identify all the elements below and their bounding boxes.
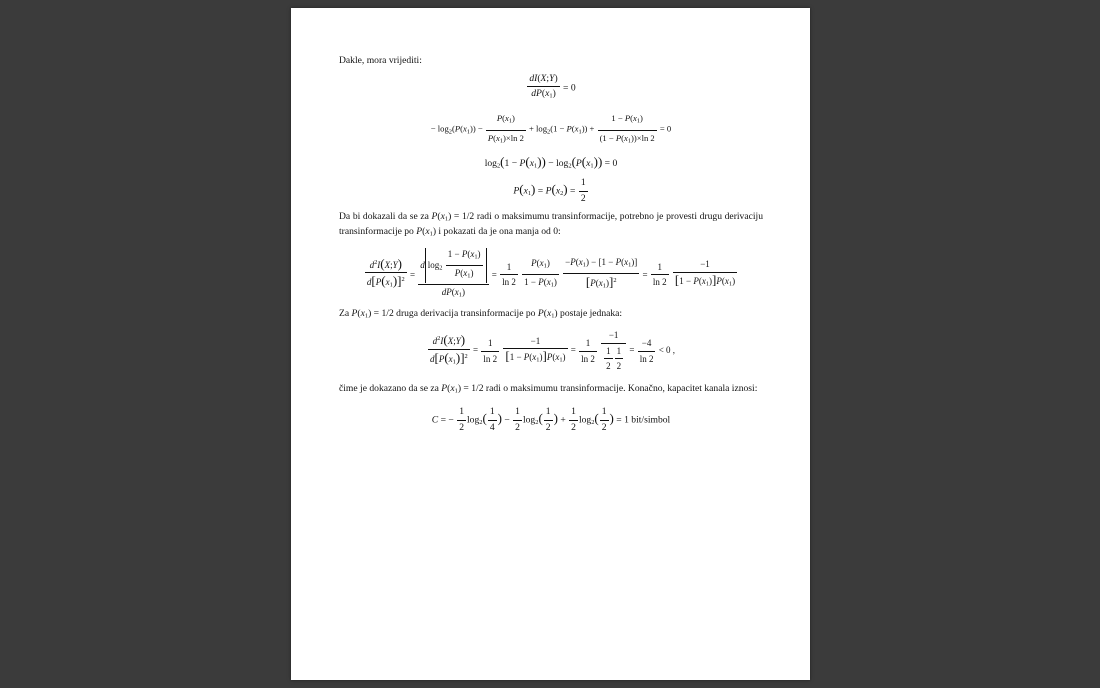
- document-page: [291, 8, 810, 680]
- equation-second-derivative-value: $\frac{d^2I(X;Y)}{d[P(x_1)]^2}$ = $\frac{1}{\ln 2}$ $\frac{-1}{[1 - P(x_1)]P(x_1)}$ = $\frac{1}{\ln 2}$ −1 $\frac{1}{2}$ $\frac{1}{2}$ = $\frac{-4}{\ln 2}$ < 0 ,: [429, 330, 676, 372]
- equation-second-derivative: $\frac{d^2I(X;Y)}{d[P(x_1)]^2}$ = d $\log_2$ $\frac{1 - P(x_1)}{P(x_1)}$ $dP(x_1)$ = $\frac{1}{\ln 2}$ $\frac{P(x_1)}{1 - P(x_1)}$ $\frac{-P(x_1) - [1 - P(x_1)]}{[P(x_1)]^2}$ = $\frac{1}{\ln 2}$ $\frac{-1}{[1 - P(x_1)]P(x_1)}$: [366, 248, 736, 299]
- equation-derivative-zero: $\frac{dI(X;Y)}{dP(x_1)}$ = 0: [529, 72, 576, 100]
- equation-channel-capacity: C = − $\frac{1}{2}$ $\log_2$( $\frac{1}{4}$ ) − $\frac{1}{2}$ $\log_2$( $\frac{1}{2}$ ) + $\frac{1}{2}$ $\log_2$( $\frac{1}{2}$ ) = 1 bit/simbol: [431, 406, 671, 433]
- paragraph-second-derivative: Da bi dokazali da se za $P(x_1) = 1/2$ radi o maksimumu transinformacije, potrebno je provesti drugu derivaciju transinformacije po $P(x_1)$ i pokazati da je ona manja od 0:: [339, 211, 763, 238]
- page-content: [339, 55, 763, 434]
- paragraph-evaluated: Za $P(x_1) = 1/2$ druga derivacija transinformacije po $P(x_1)$ postaje jednaka:: [339, 308, 623, 320]
- paragraph-intro: Dakle, mora vrijediti:: [339, 55, 422, 66]
- paragraph-conclusion: čime je dokazano da se za $P(x_1) = 1/2$ radi o maksimumu transinformacije. Konačno, kapacitet kanala iznosi:: [339, 383, 758, 395]
- equation-expanded-derivative: − $\log_2(P(x_1))$ − $\frac{P(x_1)}{P(x_1)\times\ln 2}$ + $\log_2(1 - P(x_1))$ + $\frac{1 - P(x_1)}{(1 - P(x_1))\times\ln 2}$ = 0: [430, 113, 672, 145]
- equation-probability-half: $P(x_1) = P(x_2)$ = $\frac{1}{2}$: [513, 176, 586, 204]
- equation-log-difference: $\log_2(1 - P(x_1)) - \log_2(P(x_1)) = 0$: [484, 153, 618, 170]
